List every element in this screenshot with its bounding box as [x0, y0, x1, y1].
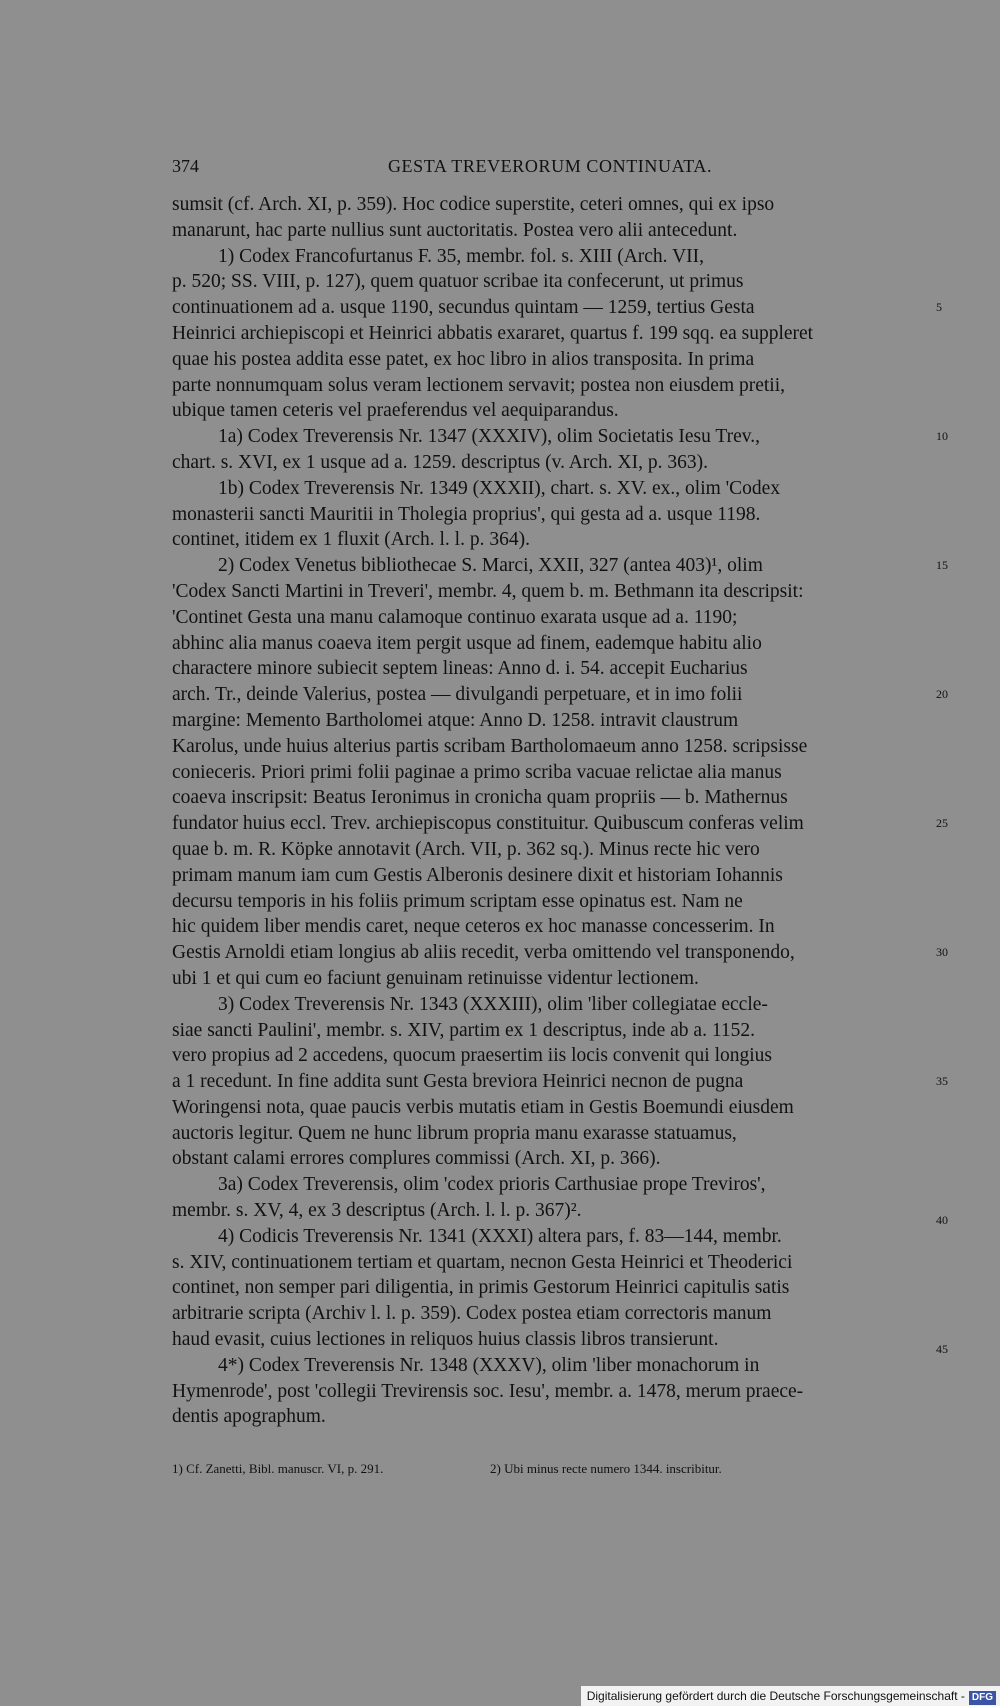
text-line: dentis apographum. [172, 1406, 326, 1428]
footnote-2: 2) Ubi minus recte numero 1344. inscribitur. [490, 1461, 722, 1476]
main-text [172, 192, 928, 1430]
text-line: 1b) Codex Treverensis Nr. 1349 (XXXII), chart. s. XV. ex., olim 'Codex [218, 477, 781, 499]
text-line: a 1 recedunt. In fine addita sunt Gesta breviora Heinrici necnon de pugna [172, 1071, 744, 1093]
text-line: p. 520; SS. VIII, p. 127), quem quatuor scribae ita confecerunt, ut primus [172, 271, 744, 293]
text-line: s. XIV, continuationem tertiam et quartam, necnon Gesta Heinrici et Theoderici [172, 1251, 793, 1273]
text-line: Gestis Arnoldi etiam longius ab aliis recedit, verba omittendo vel transponendo, [172, 942, 795, 964]
text-line: ubique tamen ceteris vel praeferendus vel aequiparandus. [172, 400, 619, 422]
text-line: primam manum iam cum Gestis Alberonis desinere dixit et historiam Iohannis [172, 864, 783, 886]
text-line: Hymenrode', post 'collegii Trevirensis soc. Iesu', membr. a. 1478, merum praece- [172, 1380, 804, 1402]
text-line: Woringensi nota, quae paucis verbis mutatis etiam in Gestis Boemundi eiusdem [172, 1096, 794, 1118]
text-line: charactere minore subiecit septem lineas: Anno d. i. 54. accepit Eucharius [172, 658, 748, 680]
credit-text: Digitalisierung gefördert durch die Deutsche Forschungsgemeinschaft - [586, 1689, 965, 1703]
page-header [172, 156, 928, 186]
text-line: continet, itidem ex 1 fluxit (Arch. l. l. p. 364). [172, 529, 530, 551]
text-line: auctoris legitur. Quem ne hunc librum propria manu exarasse statuamus, [172, 1122, 737, 1144]
text-line: sumsit (cf. Arch. XI, p. 359). Hoc codice superstite, ceteri omnes, qui ex ipso [172, 194, 775, 215]
margin-line-number: 40 [936, 1213, 948, 1227]
text-line: 4*) Codex Treverensis Nr. 1348 (XXXV), olim 'liber monachorum in [218, 1354, 760, 1376]
page-number: 374 [172, 156, 199, 176]
text-line: continuationem ad a. usque 1190, secundus quintam — 1259, tertius Gesta [172, 297, 755, 319]
text-line: quae his postea addita esse patet, ex hoc libro in alios transposita. In prima [172, 348, 755, 370]
text-line: monasterii sancti Mauritii in Tholegia proprius', qui gesta ad a. usque 1198. [172, 503, 761, 525]
footnotes [172, 1461, 928, 1477]
text-line: margine: Memento Bartholomei atque: Anno D. 1258. intravit claustrum [172, 709, 739, 731]
margin-line-number: 30 [936, 945, 948, 959]
text-line: Karolus, unde huius alterius partis scribam Bartholomaeum anno 1258. scripsisse [172, 735, 808, 757]
dfg-logo: DFG [969, 1691, 996, 1705]
text-line: 4) Codicis Treverensis Nr. 1341 (XXXI) altera pars, f. 83—144, membr. [218, 1225, 782, 1247]
text-line: parte nonnumquam solus veram lectionem servavit; postea non eiusdem pretii, [172, 374, 786, 396]
digitization-credit [581, 1686, 1000, 1706]
margin-line-number: 35 [936, 1074, 948, 1088]
text-line: vero propius ad 2 accedens, quocum praesertim iis locis convenit qui longius [172, 1045, 773, 1067]
text-line: 1) Codex Francofurtanus F. 35, membr. fol. s. XIII (Arch. VII, [218, 245, 705, 267]
margin-line-number: 45 [936, 1342, 948, 1356]
text-line: manarunt, hac parte nullius sunt auctoritatis. Postea vero alii antecedunt. [172, 219, 738, 241]
text-line: haud evasit, cuius lectiones in reliquos huius classis libros transierunt. [172, 1329, 719, 1351]
running-title: GESTA TREVERORUM CONTINUATA. [387, 156, 713, 176]
text-line: decursu temporis in his foliis primum scriptam esse opinatus est. Nam ne [172, 890, 743, 912]
text-line: continet, non semper pari diligentia, in primis Gestorum Heinrici capitulis satis [172, 1277, 790, 1299]
text-line: arch. Tr., deinde Valerius, postea — divulgandi perpetuare, et in imo folii [172, 684, 743, 706]
text-line: 3a) Codex Treverensis, olim 'codex prioris Carthusiae prope Treviros', [218, 1174, 766, 1196]
text-line: conieceris. Priori primi folii paginae a primo scriba vacuae relictae alia manus [172, 761, 782, 783]
margin-line-number: 15 [936, 558, 948, 572]
text-line: fundator huius eccl. Trev. archiepiscopus constituitur. Quibuscum conferas velim [172, 813, 804, 835]
footnote-1: 1) Cf. Zanetti, Bibl. manuscr. VI, p. 291. [172, 1461, 384, 1476]
margin-line-number: 20 [936, 687, 948, 701]
text-line: ubi 1 et qui cum eo faciunt genuinam retinuisse videntur lectionem. [172, 967, 699, 989]
text-line: 2) Codex Venetus bibliothecae S. Marci, XXII, 327 (antea 403)¹, olim [218, 555, 763, 577]
text-line: 'Codex Sancti Martini in Treveri', membr. 4, quem b. m. Bethmann ita descripsit: [172, 580, 804, 602]
text-line: chart. s. XVI, ex 1 usque ad a. 1259. descriptus (v. Arch. XI, p. 363). [172, 451, 708, 473]
margin-line-number: 25 [936, 816, 948, 830]
text-line: membr. s. XV, 4, ex 3 descriptus (Arch. l. l. p. 367)². [172, 1200, 582, 1222]
margin-line-number: 5 [936, 300, 942, 314]
text-line: arbitrarie scripta (Archiv l. l. p. 359). Codex postea etiam correctoris manum [172, 1303, 772, 1325]
text-line: 3) Codex Treverensis Nr. 1343 (XXXIII), olim 'liber collegiatae eccle- [218, 993, 768, 1015]
text-line: quae b. m. R. Köpke annotavit (Arch. VII, p. 362 sq.). Minus recte hic vero [172, 838, 760, 860]
text-line: hic quidem liber mendis caret, neque ceteros ex hoc manasse concesserim. In [172, 916, 775, 938]
text-line: coaeva inscripsit: Beatus Ieronimus in cronicha quam propriis — b. Mathernus [172, 787, 788, 809]
text-line: obstant calami errores complures commissi (Arch. XI, p. 366). [172, 1148, 661, 1170]
text-line: siae sancti Paulini', membr. s. XIV, partim ex 1 descriptus, inde ab a. 1152. [172, 1019, 755, 1041]
margin-line-number: 10 [936, 429, 948, 443]
text-line: Heinrici archiepiscopi et Heinrici abbatis exararet, quartus f. 199 sqq. ea suppleret [172, 322, 814, 344]
text-line: 'Continet Gesta una manu calamoque continuo exarata usque ad a. 1190; [172, 606, 738, 628]
text-line: 1a) Codex Treverensis Nr. 1347 (XXXIV), olim Societatis Iesu Trev., [218, 426, 760, 448]
text-line: abhinc alia manus coaeva item pergit usque ad finem, eademque habitu alio [172, 632, 762, 654]
